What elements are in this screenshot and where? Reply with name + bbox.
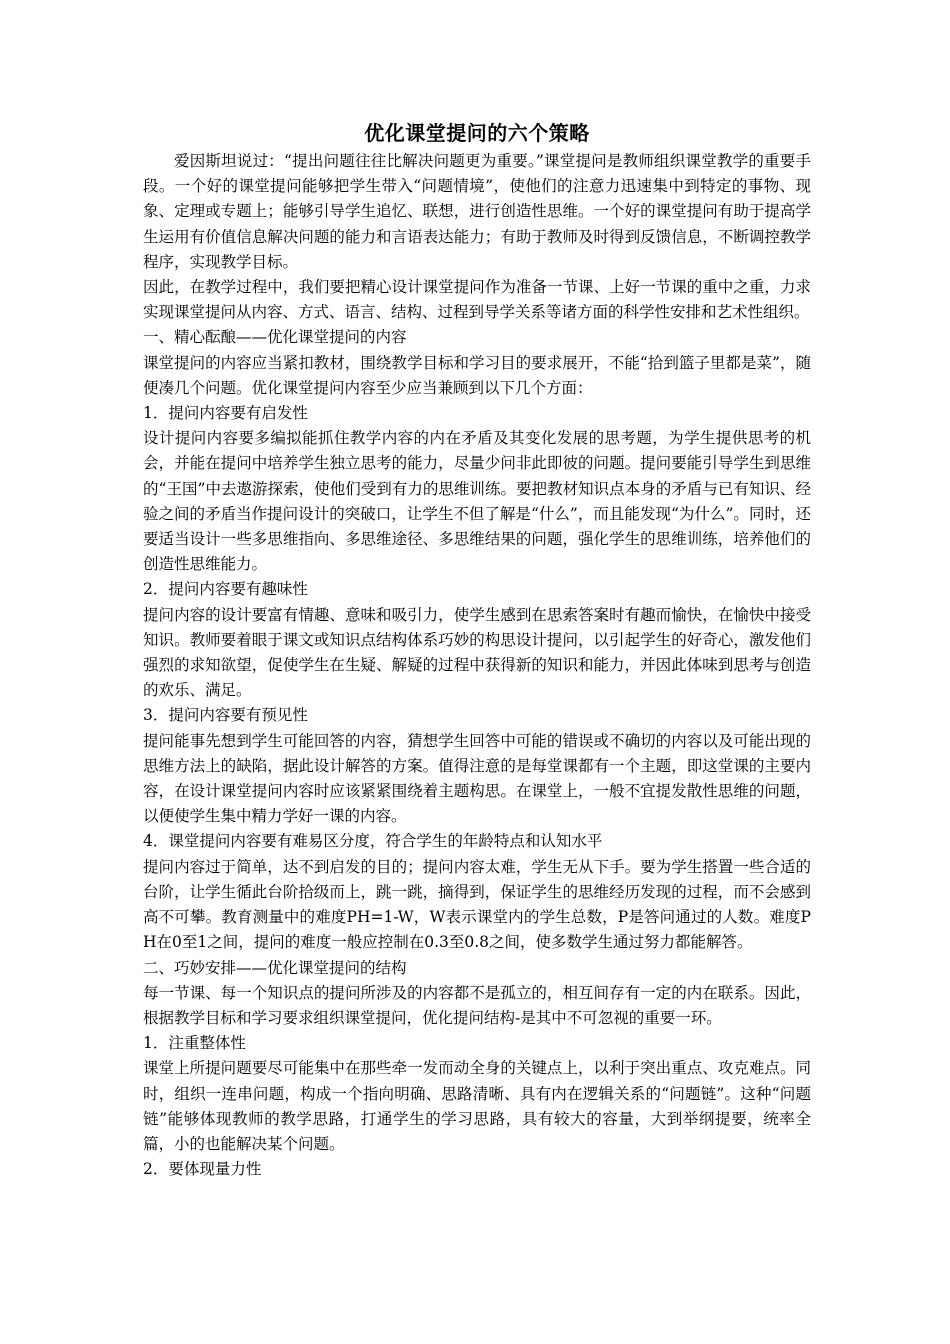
s2-item-1-text: 课堂上所提问题要尽可能集中在那些牵一发而动全身的关键点上，以利于突出重点、攻克难点。同时，组织一连串问题，构成一个指向明确、思路清晰、具有内在逻辑关系的“问题链”。这种“问题链”能够体现教师的教学思路，打通学生的学习思路，具有较大的容量，大到举纲提要，统率全篇，小的也能解决某个问题。: [143, 1059, 811, 1153]
section-2-heading: 二、巧妙安排——优化课堂提问的结构: [143, 958, 407, 977]
s1-item-2-text: 提问内容的设计要富有情趣、意味和吸引力，使学生感到在思索答案时有趣而愉快，在愉快中接受知识。教师要着眼于课文或知识点结构体系巧妙的构思设计提问，以引起学生的好奇心，激发他们强烈的求知欲望，促使学生在生疑、解疑的过程中获得新的知识和能力，并因此体味到思考与创造的欢乐、满足。: [143, 605, 811, 700]
s1-item-3-text: 提问能事先想到学生可能回答的内容，猜想学生回答中可能的错误或不确切的内容以及可能出现的思维方法上的缺陷，据此设计解答的方案。值得注意的是每堂课都有一个主题，即这堂课的主要内容，在设计课堂提问内容时应该紧紧围绕着主题构思。在课堂上，一般不宜提发散性思维的问题，以便使学生集中精力学好一课的内容。: [143, 731, 811, 826]
paragraph-2: 因此，在教学过程中，我们要把精心设计课堂提问作为准备一节课、上好一节课的重中之重，力求实现课堂提问从内容、方式、语言、结构、过程到导学关系等诸方面的科学性安排和艺术性组织。: [143, 278, 811, 322]
s1-item-1-text: 设计提问内容要多编拟能抓住教学内容的内在矛盾及其变化发展的思考题，为学生提供思考的机会，并能在提问中培养学生独立思考的能力，尽量少问非此即彼的问题。提问要能引导学生到思维的“王国”中去遨游探索，使他们受到有力的思维训练。要把教材知识点本身的矛盾与已有知识、经验之间的矛盾当作提问设计的突破口，让学生不但了解是“什么”，而且能发现“为什么”。同时，还要适当设计一些多思维指向、多思维途径、多思维结果的问题，强化学生的思维训练，培养他们的创造性思维能力。: [143, 429, 811, 574]
s2-item-1-heading: 1．注重整体性: [143, 1034, 246, 1053]
intro-paragraph: 爱因斯坦说过：“提出问题往往比解决问题更为重要。”课堂提问是教师组织课堂教学的重要手段。一个好的课堂提问能够把学生带入“问题情境”，使他们的注意力迅速集中到特定的事物、现象、定理或专题上；能够引导学生追忆、联想，进行创造性思维。一个好的课堂提问有助于提高学生运用有价值信息解决问题的能力和言语表达能力；有助于教师及时得到反馈信息，不断调控教学程序，实现教学目标。: [143, 152, 811, 271]
section-1-intro: 课堂提问的内容应当紧扣教材，围绕教学目标和学习目的要求展开，不能“拾到篮子里都是菜”，随便凑几个问题。优化课堂提问内容至少应当兼顾到以下几个方面：: [143, 353, 811, 397]
s2-item-2-heading: 2．要体现量力性: [143, 1160, 262, 1179]
s1-item-3-heading: 3．提问内容要有预见性: [143, 706, 308, 725]
document-title: 优化课堂提问的六个策略: [364, 121, 590, 145]
section-1-heading: 一、精心酝酿——优化课堂提问的内容: [143, 328, 407, 347]
s1-item-2-heading: 2．提问内容要有趣味性: [143, 580, 308, 599]
s1-item-4-heading: 4．课堂提问内容要有难易区分度，符合学生的年龄特点和认知水平: [143, 832, 603, 851]
s1-item-1-heading: 1．提问内容要有启发性: [143, 404, 308, 423]
section-2-intro: 每一节课、每一个知识点的提问所涉及的内容都不是孤立的，相互间存有一定的内在联系。因此，根据教学目标和学习要求组织课堂提问，优化提问结构-是其中不可忽视的重要一环。: [143, 983, 811, 1027]
document-page: [143, 118, 811, 1182]
s1-item-4-text: 提问内容过于简单，达不到启发的目的；提问内容太难，学生无从下手。要为学生搭置一些合适的台阶，让学生循此台阶拾级而上，跳一跳，摘得到，保证学生的思维经历发现的过程，而不会感到高不可攀。教育测量中的难度PH=1-W，W表示课堂内的学生总数，P是答问通过的人数。难度PH在0至1之间，提问的难度一般应控制在0.3至0.8之间，使多数学生通过努力都能解答。: [143, 857, 811, 952]
